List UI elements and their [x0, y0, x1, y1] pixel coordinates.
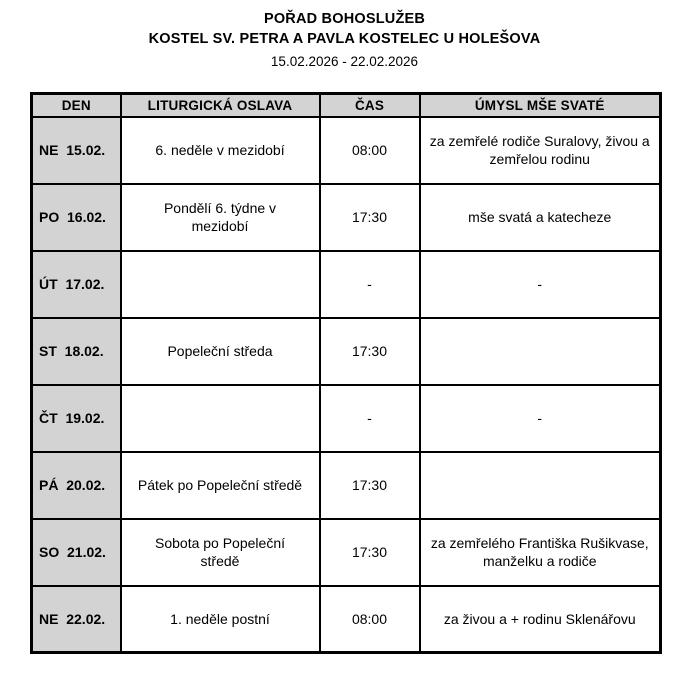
- time-cell: 17:30: [320, 452, 420, 519]
- intention-cell: -: [420, 251, 661, 318]
- day-cell: ČT 19.02.: [32, 385, 121, 452]
- day-cell: PÁ 20.02.: [32, 452, 121, 519]
- time-cell: 17:30: [320, 519, 420, 586]
- intention-cell: [420, 318, 661, 385]
- time-cell: 08:00: [320, 586, 420, 653]
- page-subtitle: KOSTEL SV. PETRA A PAVLA KOSTELEC U HOLEŠOVA: [148, 31, 541, 47]
- celebration-cell: Pondělí 6. týdne v mezidobí: [121, 184, 320, 251]
- day-cell: ÚT 17.02.: [32, 251, 121, 318]
- table-row: [32, 519, 661, 586]
- celebration-cell: [121, 385, 320, 452]
- schedule-body: [32, 117, 661, 653]
- day-cell: SO 21.02.: [32, 519, 121, 586]
- intention-cell: za zemřelého Františka Rušikvase, manželku a rodiče: [420, 519, 661, 586]
- time-cell: 17:30: [320, 318, 420, 385]
- day-cell: NE 22.02.: [32, 586, 121, 653]
- celebration-cell: 1. neděle postní: [121, 586, 320, 653]
- service-schedule-table: [30, 92, 662, 654]
- celebration-cell: [121, 251, 320, 318]
- column-header-day: DEN: [32, 94, 121, 117]
- time-cell: -: [320, 251, 420, 318]
- celebration-cell: Sobota po Popeleční středě: [121, 519, 320, 586]
- celebration-cell: Pátek po Popeleční středě: [121, 452, 320, 519]
- intention-cell: mše svatá a katecheze: [420, 184, 661, 251]
- header-row: [32, 94, 661, 117]
- table-row: [32, 117, 661, 184]
- table-row: [32, 385, 661, 452]
- table-row: [32, 184, 661, 251]
- date-range: 15.02.2026 - 22.02.2026: [270, 54, 419, 69]
- day-cell: ST 18.02.: [32, 318, 121, 385]
- column-header-time: ČAS: [320, 94, 420, 117]
- table-row: [32, 318, 661, 385]
- intention-cell: -: [420, 385, 661, 452]
- column-header-intention: ÚMYSL MŠE SVATÉ: [420, 94, 661, 117]
- intention-cell: [420, 452, 661, 519]
- day-cell: NE 15.02.: [32, 117, 121, 184]
- table-row: [32, 251, 661, 318]
- table-row: [32, 452, 661, 519]
- time-cell: -: [320, 385, 420, 452]
- intention-cell: za zemřelé rodiče Suralovy, živou a zemřelou rodinu: [420, 117, 661, 184]
- celebration-cell: Popeleční středa: [121, 318, 320, 385]
- celebration-cell: 6. neděle v mezidobí: [121, 117, 320, 184]
- time-cell: 08:00: [320, 117, 420, 184]
- day-cell: PO 16.02.: [32, 184, 121, 251]
- page-title: POŘAD BOHOSLUŽEB: [263, 11, 426, 27]
- intention-cell: za živou a + rodinu Sklenářovu: [420, 586, 661, 653]
- table-header: [32, 94, 661, 117]
- table-row: [32, 586, 661, 653]
- page-header: [0, 0, 689, 71]
- time-cell: 17:30: [320, 184, 420, 251]
- column-header-celebration: LITURGICKÁ OSLAVA: [121, 94, 320, 117]
